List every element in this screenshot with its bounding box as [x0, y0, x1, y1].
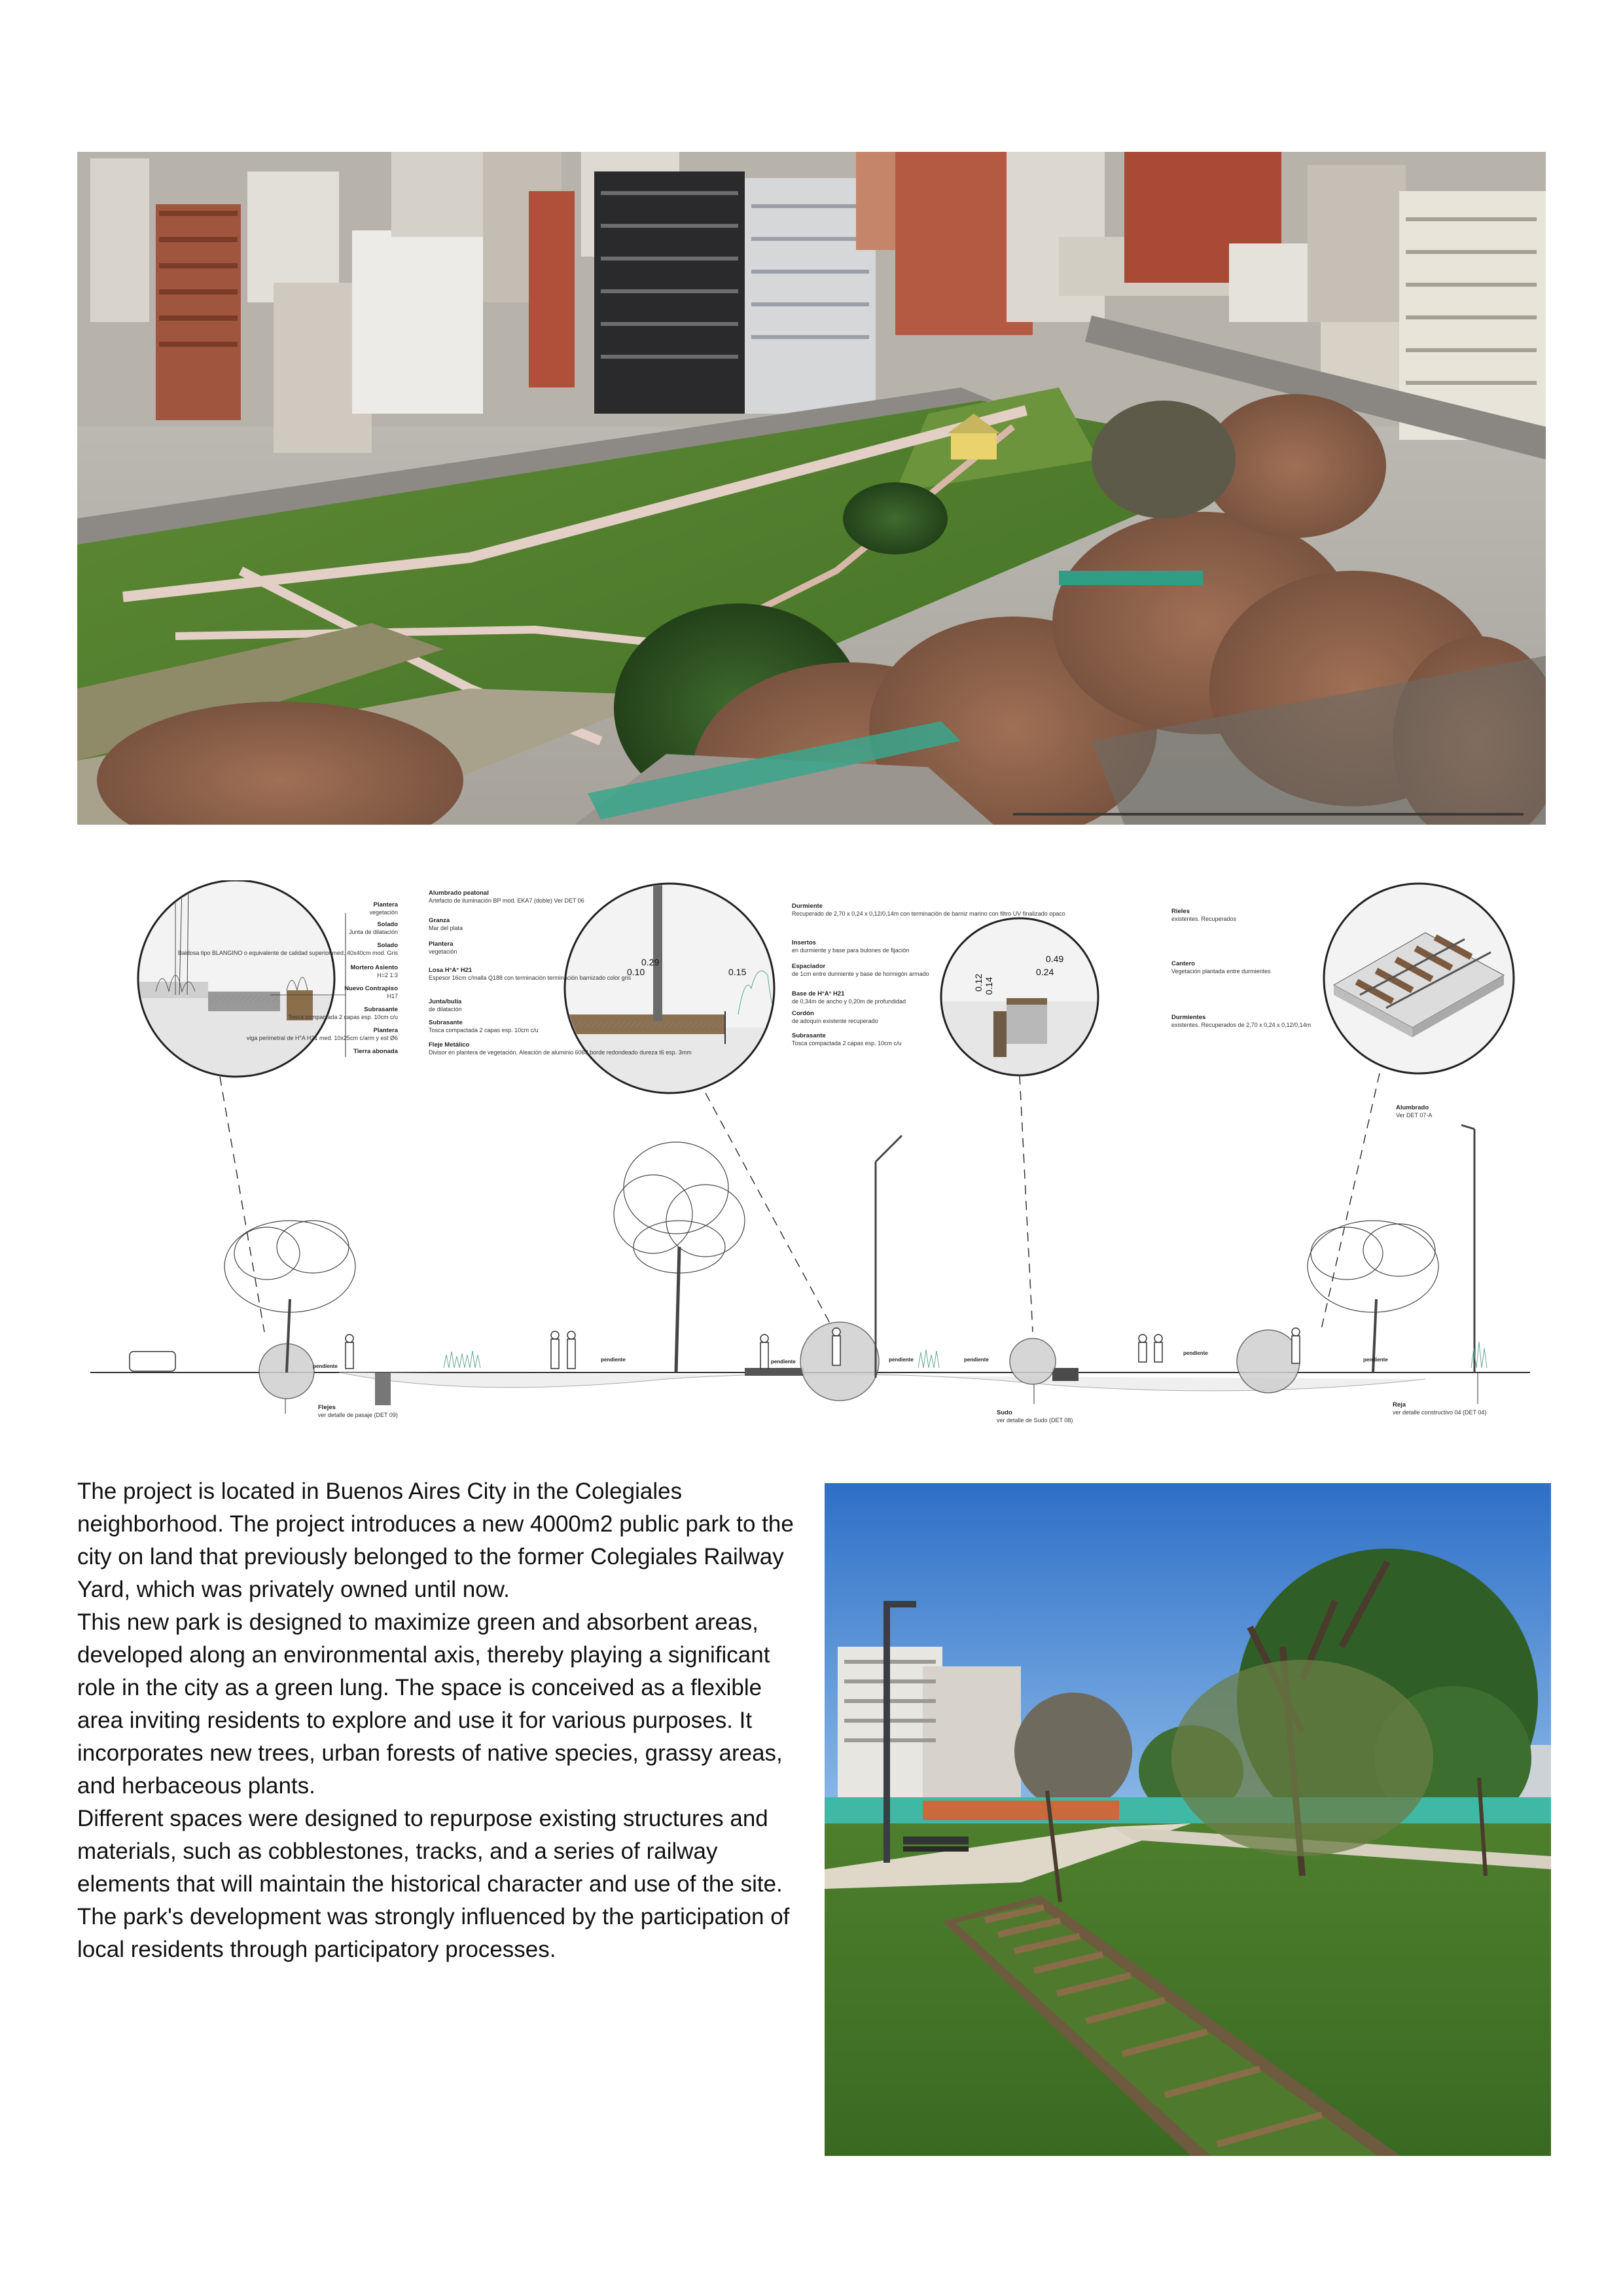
detail-circle-3 — [941, 918, 1098, 1080]
annotation-title: Reja — [1393, 1401, 1406, 1408]
annotation-title: Nuevo Contrapiso — [344, 985, 398, 992]
annotation-text: Tosca compactada 2 capas esp. 10cm c/u — [288, 1014, 398, 1020]
detail-circle-2 — [562, 880, 784, 1106]
annotation-title: Subrasante — [364, 1006, 398, 1013]
annotation-text: de 1cm entre durmiente y base de hormigón armado — [792, 971, 929, 977]
annotation-title: Subrasante — [429, 1019, 463, 1026]
annotation-title: Losa H°A° H21 — [429, 967, 473, 974]
annotation-text: ver detalle de Sudo (DET 08) — [997, 1417, 1073, 1424]
annotation-title: Sudo — [997, 1409, 1012, 1416]
annotation-title: Plantera — [373, 901, 398, 908]
annotation-title: Plantera — [429, 941, 454, 948]
annotation-text: Recuperado de 2,70 x 0,24 x 0,12/0,14m con terminación de barniz marino con filtro UV finalizado opaco — [792, 910, 1065, 917]
dimension-label: 0.15 — [728, 967, 747, 977]
annotation-title: Flejes — [318, 1404, 336, 1411]
annotation-title: Alumbrado peatonal — [429, 889, 489, 897]
annotation-text: Espesor 16cm c/malla Q188 con terminación terminación barnizado color gris — [429, 975, 632, 981]
slope-tag: pendiente — [601, 1357, 626, 1363]
annotation-text: Tosca compactada 2 capas esp. 10cm c/u — [792, 1040, 902, 1047]
annotation-text: de 0,34m de ancho y 0,20m de profundidad — [792, 998, 906, 1005]
annotation-text: viga perimetral de H°A H21 med. 10x25cm c/arm y est Ø6 — [246, 1035, 398, 1041]
park-photo-image — [825, 1483, 1551, 2156]
dimension-label: 0.10 — [627, 967, 645, 977]
annotation-title: Fleje Metálico — [429, 1041, 470, 1049]
annotation-text: de adoquín existente recuperado — [792, 1018, 878, 1024]
dimension-label: 0.29 — [641, 957, 660, 967]
detail-circle-4 — [1324, 884, 1514, 1073]
annotation-title: Rieles — [1171, 908, 1190, 915]
dimension-label: 0.49 — [1046, 954, 1064, 964]
dimension-label: 0.12 — [973, 973, 984, 992]
slope-tag: pendiente — [771, 1359, 796, 1365]
annotation-text: Ver DET 07-A — [1396, 1112, 1433, 1119]
annotation-text: H17 — [387, 993, 398, 999]
annotation-text: ver detalle de pasaje (DET 09) — [318, 1412, 398, 1418]
annotation-text: vegetación — [429, 948, 457, 955]
annotation-title: Alumbrado — [1396, 1104, 1429, 1111]
dimension-label: 0.14 — [984, 977, 994, 995]
description-paragraph: This new park is designed to maximize green and absorbent areas, developed along an environmental axis, thereby playing a significant role in the city as a green lung. The space is conceived as a flexible area inviting residents to explore and use it for various purposes. It incorporates new trees, urban forests of native species, grassy areas, and herbaceous plants. — [77, 1609, 783, 1799]
slope-tag: pendiente — [313, 1363, 338, 1369]
annotation-text: Mar del plata — [429, 925, 463, 931]
annotation-title: Insertos — [792, 939, 816, 946]
annotation-title: Tierra abonada — [353, 1048, 398, 1055]
annotation-title: Junta/bulía — [429, 998, 462, 1005]
description-paragraph: Different spaces were designed to repurpose existing structures and materials, such as cobblestones, tracks, and a series of railway elements that will maintain the historical character and use of the site. — [77, 1806, 783, 1897]
annotation-text: Vegetación plantada entre durmientes — [1171, 968, 1271, 975]
leader-lines — [220, 1073, 1380, 1332]
annotation-text: H=2 1:3 — [377, 972, 398, 978]
annotation-text: Divisor en plantera de vegetación. Aleación de aluminio 6063 borde redondeado dureza t6 esp. 3mm — [429, 1049, 692, 1056]
annotation-title: Solado — [377, 921, 398, 928]
annotation-text: existentes. Recuperados — [1171, 916, 1237, 922]
section-grass — [444, 1342, 1487, 1368]
annotation-text: de dilatación — [429, 1006, 462, 1013]
annotation-title: Base de H°A° H21 — [792, 990, 845, 997]
project-description — [77, 1475, 797, 1966]
annotation-title: Plantera — [373, 1027, 398, 1034]
annotation-text: Junta de dilatación — [348, 929, 398, 935]
annotation-title: Subrasante — [792, 1032, 826, 1039]
description-paragraph: The park's development was strongly influenced by the participation of local residents through participatory processes. — [77, 1904, 790, 1962]
annotation-title: Granza — [429, 917, 450, 924]
annotation-text: ver detalle constructivo 04 (DET 04) — [1393, 1409, 1487, 1416]
annotation-text: en durmiente y base para bulones de fijación — [792, 947, 910, 954]
slope-tag: pendiente — [1363, 1357, 1388, 1363]
annotation-title: Cordón — [792, 1010, 814, 1017]
annotation-title: Espaciador — [792, 963, 826, 970]
annotation-text: vegetación — [369, 909, 398, 916]
aerial-view-image — [77, 152, 1546, 825]
annotation-title: Cantero — [1171, 960, 1195, 967]
section-drawing — [77, 880, 1546, 1440]
slope-tag: pendiente — [889, 1357, 914, 1363]
annotation-title: Durmientes — [1171, 1014, 1206, 1021]
annotation-text: Tosca compactada 2 capas esp. 10cm c/u — [429, 1027, 539, 1033]
slope-tag: pendiente — [1183, 1350, 1208, 1356]
description-paragraph: The project is located in Buenos Aires City in the Colegiales neighborhood. The project introduces a new 4000m2 public park to the city on land that previously belonged to the former Colegiales Railway Yard, which was privately owned until now. — [77, 1479, 794, 1602]
annotation-title: Mortero Asiento — [350, 964, 398, 971]
annotation-text: Artefacto de iluminación BP mod. EKA7 (doble) Ver DET 06 — [429, 897, 584, 904]
annotation-text: Baldosa tipo BLANGINO o equivalente de calidad superior med. 40x40cm mod. Gris — [177, 950, 398, 956]
dimension-label: 0.24 — [1036, 967, 1054, 977]
detail4-annotations — [1171, 908, 1311, 1028]
annotation-text: existentes. Recuperados de 2,70 x 0,24 x 0,12/0,14m — [1171, 1022, 1311, 1028]
annotation-title: Solado — [377, 942, 398, 949]
slope-tag: pendiente — [964, 1357, 989, 1363]
annotation-title: Durmiente — [792, 903, 823, 910]
detail-circle-1 — [136, 880, 346, 1086]
